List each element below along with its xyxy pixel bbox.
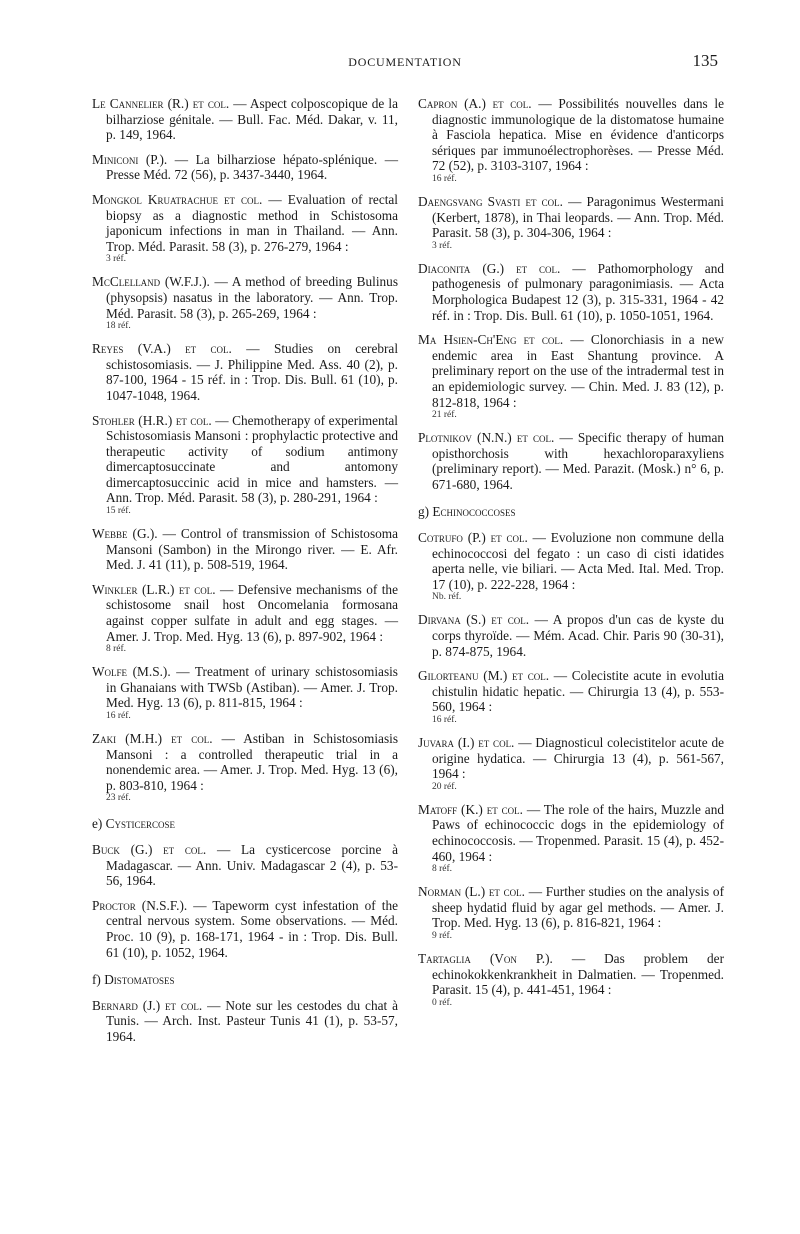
entry-author: Proctor (N.S.F.). (92, 897, 188, 913)
entry-reference-count: 23 réf. (106, 793, 131, 804)
section-title: Echinococcoses (432, 504, 516, 520)
entry-author: Bernard (J.) et col. (92, 997, 203, 1013)
entry-citation: — Note sur les cestodes du chat à Tunis. — Arch. Inst. Pasteur Tunis 41 (1), p. 53-57, 1964. (106, 997, 398, 1044)
entry-citation: — Defensive mechanisms of the schistosome snail host Oncomelania formosana against copper sulfate in adult and egg stages. — Amer. J. Trop. Med. Hyg. 13 (6), p. 897-902, 1964 : (106, 581, 398, 644)
entry-reference-count: 16 réf. (432, 173, 457, 184)
entry-citation: — La cysticercose porcine à Madagascar. — Ann. Univ. Madagascar 2 (4), p. 53-56, 1964. (106, 841, 398, 889)
bibliography-entry (418, 332, 724, 421)
entry-citation: — Diagnosticul colecistitelor acute de origine hydatica. — Chirurgia 13 (4), p. 561-567, 1964 : (432, 735, 724, 782)
entry-citation: — Control of transmission of Schistosoma Mansoni (Sambon) in the Mirongo river. — E. Afr. Med. J. 41 (11), p. 508-519, 1964. (106, 526, 399, 573)
entry-reference-count: 16 réf. (432, 715, 457, 725)
entry-author: Juvara (I.) et col. (418, 735, 515, 750)
bibliography-entry (92, 413, 398, 518)
bibliography-entry (92, 192, 398, 265)
entry-citation: — Pathomorphology and pathogenesis of pulmonary paragonimiasis. — Acta Morphologica Budapest 12 (3), p. 315-331, 1964 - 42 réf. in : Trop. Dis. Bull. 61 (10), p. 1050-1051, 1964. (432, 260, 725, 323)
entry-author: Le Cannelier (R.) et col. (92, 96, 230, 111)
bibliography-entry (418, 668, 724, 726)
entry-citation: — Colecistite acute in evolutia chistulin hidatic hepatic. — Chirurgia 13 (4), p. 553-560, 1964 : (432, 668, 724, 715)
entry-citation: — Chemotherapy of experimental Schistosomiasis Mansoni : prophylactic protective and therapeutic activity of sodium antimony dimercaptosuccinate and antomony dimercaptosuccinic acid in mice and hamsters. — Ann. Trop. Méd. Parasit. 58 (3), p. 280-291, 1964 : (106, 412, 398, 506)
bibliography-entry (92, 152, 398, 183)
entry-citation: — Aspect colposcopique de la bilharziose génitale. — Bull. Fac. Méd. Dakar, v. 11, p. 149, 1964. (106, 96, 398, 143)
page-number: 135 (692, 51, 718, 70)
bibliography-entry (418, 884, 724, 942)
entry-citation: — Clonorchiasis in a new endemic area in East Shantung province. A preliminary report on the use of the intradermal test in an epidemiologic survey. — Chin. Med. J. 83 (12), p. 812-818, 1964 : (432, 332, 725, 410)
entry-reference-count: 9 réf. (432, 930, 453, 941)
entry-group (418, 96, 724, 492)
bibliography-entry (92, 526, 398, 573)
entry-author: Dirvana (S.) et col. (418, 612, 530, 628)
bibliography-entry (418, 530, 724, 603)
bibliography-entry (92, 341, 398, 403)
bibliography-entry (92, 998, 398, 1045)
entry-citation: — Studies on cerebral schistosomiasis. — J. Philippine Med. Ass. 40 (2), p. 87-100, 1964 - 15 réf. in : Trop. Dis. Bull. 61 (10), p. 1047-1048, 1964. (106, 341, 399, 403)
bibliography-entry (418, 951, 724, 1009)
entry-citation: — Paragonimus Westermani (Kerbert, 1878), in Thai leopards. — Ann. Trop. Méd. Parasit. 58 (3), p. 304-306, 1964 : (432, 193, 725, 241)
section-letter: e) (92, 816, 103, 832)
bibliography-entry (418, 96, 724, 185)
entry-citation: — A method of breeding Bulinus (physopsis) nasatus in the laboratory. — Ann. Trop. Méd. Parasit. 58 (3), p. 265-269, 1964 : (106, 274, 399, 321)
entry-citation: — Specific therapy of human opisthorchosis with hexachloroparaxyliens (preliminary report). — Med. Parazit. (Mosk.) n° 6, p. 671-680, 1964. (432, 430, 725, 492)
entry-author: Stohler (H.R.) et col. (92, 412, 212, 428)
bibliography-entry (418, 430, 724, 492)
entry-author: Winkler (L.R.) et col. (92, 581, 216, 597)
entry-reference-count: 3 réf. (106, 254, 127, 265)
entry-author: Tartaglia (Von P.). (418, 950, 553, 966)
entry-author: Norman (L.) et col. (418, 884, 525, 900)
entry-reference-count: 0 réf. (432, 997, 453, 1008)
entry-citation: — Evaluation of rectal biopsy as a diagnostic method in Schistosoma japonicum infections in man in Thailand. — Ann. Trop. Méd. Parasit. 58 (3), p. 276-279, 1964 : (106, 191, 399, 254)
bibliography-entry (418, 194, 724, 252)
section-letter: g) (418, 504, 430, 520)
entry-reference-count: 3 réf. (432, 240, 453, 251)
entry-reference-count: 15 réf. (106, 506, 131, 517)
entry-citation: — Tapeworm cyst infestation of the central nervous system. Some observations. — Méd. Proc. 10 (9), p. 168-171, 1964 - in : Trop. Dis. Bull. 61 (10), p. 1052, 1964. (106, 897, 398, 960)
entry-citation: — Treatment of urinary schistosomiasis in Ghanaians with TWSb (Astiban). — Amer. J. Trop. Med. Hyg. 13 (6), p. 811-815, 1964 : (106, 664, 398, 711)
bibliography-entry (418, 802, 724, 875)
entry-reference-count: Nb. réf. (432, 592, 462, 603)
entry-citation: — Astiban in Schistosomiasis Mansoni : a controlled therapeutic trial in a nonendemic area. — Amer. J. Trop. Med. Hyg. 13 (6), p. 803-810, 1964 : (106, 731, 398, 793)
bibliography-entry (92, 96, 398, 143)
entry-author: Capron (A.) et col. (418, 96, 532, 111)
entry-author: Matoff (K.) et col. (418, 801, 523, 817)
bibliography-entry (92, 731, 398, 804)
bibliography-entry (418, 735, 724, 793)
entry-author: Cotrufo (P.) et col. (418, 530, 528, 546)
entry-author: Mongkol Kruatrachue et col. (92, 191, 263, 207)
entry-citation: — The role of the hairs, Muzzle and Paws of echinococcic dogs in the epidemiology of echinococcosis. — Tropenmed. Parasit. 15 (4), p. 452-460, 1964 : (432, 801, 724, 864)
bibliography-entry (92, 898, 398, 960)
entry-author: Zaki (M.H.) et col. (92, 731, 213, 746)
entry-author: Plotnikov (N.N.) et col. (418, 430, 555, 446)
entry-reference-count: 16 réf. (106, 711, 131, 721)
running-title: DOCUMENTATION (348, 55, 462, 69)
entry-citation: — La bilharziose hépato-splénique. — Presse Méd. 72 (56), p. 3437-3440, 1964. (106, 151, 398, 183)
section-heading-distomatoses (92, 972, 398, 988)
entry-reference-count: 20 réf. (432, 781, 457, 792)
entry-group (92, 998, 398, 1045)
section-title: Cysticercose (105, 816, 176, 832)
entry-author: Webbe (G.). (92, 526, 158, 542)
entry-citation: — A propos d'un cas de kyste du corps thyroïde. — Mém. Acad. Chir. Paris 90 (30-31), p. 874-875, 1964. (432, 612, 725, 659)
entry-author: Diaconita (G.) et col. (418, 260, 561, 276)
entry-reference-count: 8 réf. (106, 644, 127, 655)
entry-group (418, 530, 724, 1009)
entry-reference-count: 21 réf. (432, 410, 457, 421)
bibliography-entry (92, 664, 398, 722)
bibliography-entry (418, 261, 724, 323)
entry-author: Gilorteanu (M.) et col. (418, 668, 550, 684)
entry-group (92, 96, 398, 804)
bibliography-entry (92, 582, 398, 655)
bibliography-entry (92, 274, 398, 332)
entry-author: McClelland (W.F.J.). (92, 274, 210, 290)
entry-citation: — Das problem der echinokokkenkrankheit in Dalmatien. — Tropenmed. Parasit. 15 (4), p. 441-451, 1964 : (432, 950, 724, 998)
section-heading-echinococcoses (418, 504, 724, 520)
entry-citation: — Evoluzione non commune della echinococcosi del fegato : un caso di cisti idatides aperta nelle, vie biliari. — Acta Med. Ital. Med. Trop. 17 (10), p. 222-228, 1964 : (432, 530, 724, 592)
section-letter: f) (92, 972, 101, 988)
section-heading-cysticercose (92, 816, 398, 832)
entry-author: Miniconi (P.). (92, 151, 168, 167)
entry-author: Reyes (V.A.) et col. (92, 341, 232, 357)
entry-author: Buck (G.) et col. (92, 841, 207, 857)
entry-reference-count: 8 réf. (432, 864, 453, 875)
right-column (418, 96, 724, 1018)
entry-author: Daengsvang Svasti et col. (418, 193, 563, 209)
left-column (92, 96, 398, 1054)
entry-citation: — Further studies on the analysis of sheep hydatid fluid by agar gel methods. — Amer. J. Trop. Med. Hyg. 13 (6), p. 816-821, 1964 : (432, 884, 725, 931)
page-header (92, 52, 718, 74)
entry-group (92, 842, 398, 960)
entry-reference-count: 18 réf. (106, 321, 131, 332)
bibliography-entry (92, 842, 398, 889)
entry-citation: — Possibilités nouvelles dans le diagnostic immunologique de la distomatose humaine à Fasciola hepatica. Mise en évidence d'anticorps sériques par immunoélectrophorèses. — Presse Méd. 72 (52), p. 3103-3107, 1964 : (432, 96, 725, 174)
entry-author: Ma Hsien-Ch'Eng et col. (418, 332, 564, 348)
entry-author: Wolfe (M.S.). (92, 664, 171, 680)
section-title: Distomatoses (104, 972, 175, 988)
bibliography-entry (418, 612, 724, 659)
